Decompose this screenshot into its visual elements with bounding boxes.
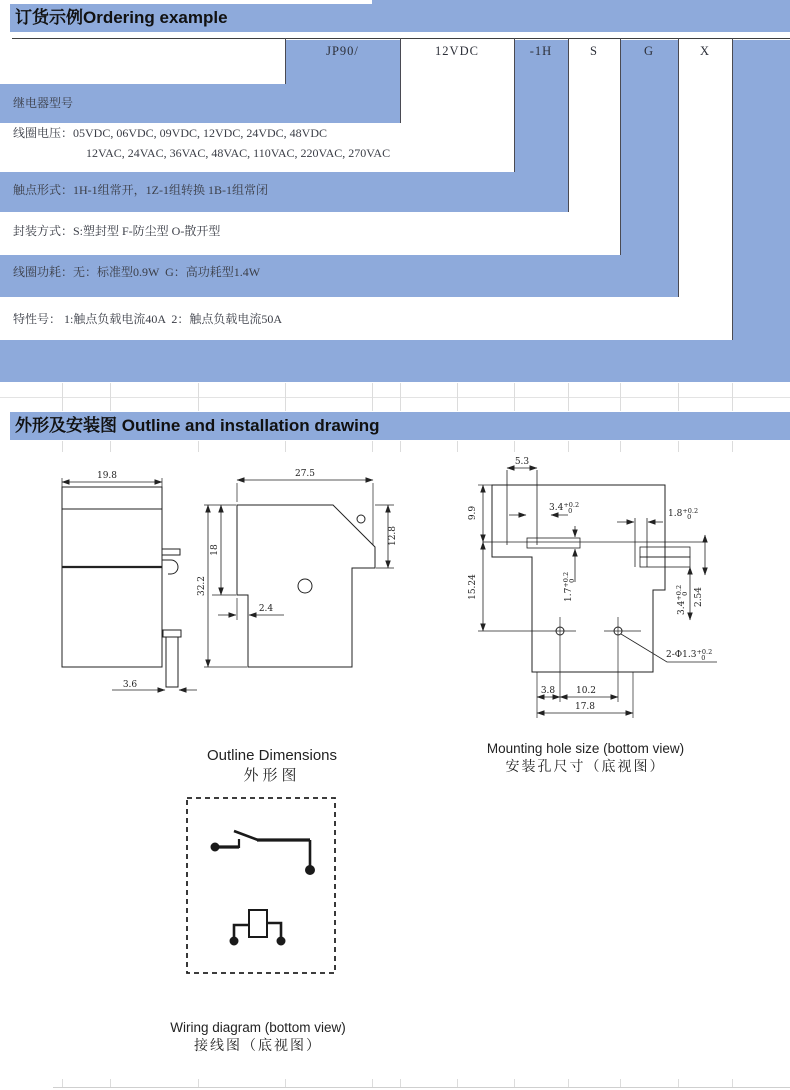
outline-caption-en: Outline Dimensions xyxy=(206,747,338,764)
gridline xyxy=(620,383,621,411)
gridline xyxy=(732,383,733,411)
gridline xyxy=(514,383,515,411)
row-label-relay-model: 继电器型号 xyxy=(13,96,74,110)
dim-mount-slot-right-w: $1.8^{+0.2}$ 0 xyxy=(668,507,699,521)
col-fill-contact-code xyxy=(514,40,568,172)
dim-side-width: 19.8 xyxy=(96,471,118,481)
dim-mount-bottom-width: 17.8 xyxy=(574,702,596,712)
front-view-drawing xyxy=(204,480,394,667)
gridline xyxy=(568,383,569,411)
dim-side-pin: 3.6 xyxy=(122,680,138,690)
dim-mount-hole-x1: 3.8 xyxy=(540,686,556,696)
dim-mount-lower-height: 15.24 xyxy=(468,574,478,600)
gridline xyxy=(457,383,458,411)
section-header-ordering xyxy=(10,4,790,32)
mounting-caption-cn: 安装孔尺寸（底视图） xyxy=(505,758,666,774)
wiring-caption xyxy=(138,1020,378,1055)
gridline xyxy=(400,383,401,411)
outline-caption-cn: 外形图 xyxy=(243,767,301,784)
col-sep-line xyxy=(732,38,733,340)
row-label-coil-power: 线圈功耗：无：标准型0.9W G：高功耗型1.4W xyxy=(13,265,261,279)
dim-mount-hole-pitch: 10.2 xyxy=(575,686,597,696)
wiring-diagram xyxy=(187,798,335,973)
code-part-feature: X xyxy=(699,44,711,58)
gridline xyxy=(110,383,111,411)
wiring-caption-cn: 接线图（底视图） xyxy=(194,1037,322,1053)
col-sep-line xyxy=(568,38,569,212)
dim-front-step: 2.4 xyxy=(258,604,274,614)
dim-front-height-right: 12.8 xyxy=(388,525,398,547)
row-fill-bottom xyxy=(0,340,790,382)
col-fill-feature-code xyxy=(732,40,790,340)
gridline xyxy=(285,383,286,411)
dim-mount-pitch: 2.54 xyxy=(694,586,704,608)
mounting-caption-en: Mounting hole size (bottom view) xyxy=(486,741,685,756)
row-label-coil-voltage-line2: 12VAC, 24VAC, 36VAC, 48VAC, 110VAC, 220VAC, 270VAC xyxy=(86,146,391,160)
section-header-outline-label: 外形及安装图 Outline and installation drawing xyxy=(15,416,380,435)
dim-front-height-inner: 18 xyxy=(210,544,220,556)
code-part-voltage: 12VDC xyxy=(435,44,479,58)
section-header-outline xyxy=(10,412,790,440)
gridline xyxy=(678,383,679,411)
row-label-contact-form: 触点形式：1H-1组常开，1Z-1组转换 1B-1组常闭 xyxy=(13,183,268,197)
dim-front-height: 32.2 xyxy=(197,575,207,597)
section-header-ordering-label: 订货示例Ordering example xyxy=(15,8,228,27)
col-fill-coil-power-code xyxy=(620,40,678,255)
coil-symbol xyxy=(230,910,285,945)
dim-mount-top-slot-offset: 5.3 xyxy=(514,457,530,467)
table-top-rule xyxy=(12,38,790,39)
col-sep-line xyxy=(620,38,621,255)
dim-front-width: 27.5 xyxy=(294,469,316,479)
gridline xyxy=(372,383,373,411)
side-view-drawing xyxy=(62,478,197,690)
dim-mount-holes: $2-\Phi 1.3^{+0.2}$ 0 xyxy=(666,648,713,662)
row-label-coil-voltage: 线圈电压：05VDC, 06VDC, 09VDC, 12VDC, 24VDC, 48VDC xyxy=(13,126,328,140)
code-part-enclosure: S xyxy=(590,44,598,58)
dim-mount-slot-right-h: $3.4^{+0.2}0$ xyxy=(675,584,689,615)
code-part-contact: -1H xyxy=(529,44,553,58)
col-sep-line xyxy=(678,38,679,297)
dim-mount-slot-left-w: $3.4^{+0.2}$ 0 xyxy=(549,501,580,515)
gridline xyxy=(198,383,199,411)
row-label-enclosure: 封装方式：S:塑封型 F-防尘型 O-散开型 xyxy=(13,224,221,238)
dim-mount-slot-left-h: $1.7^{+0.2}0$ xyxy=(562,571,576,602)
code-part-coil-power: G xyxy=(643,44,655,58)
gridline xyxy=(0,397,790,398)
wiring-caption-en: Wiring diagram (bottom view) xyxy=(170,1020,346,1035)
outline-caption xyxy=(162,747,382,785)
code-part-model: JP90/ xyxy=(326,44,359,58)
dim-mount-upper-height: 9.9 xyxy=(468,505,478,521)
wiring-diagram-box xyxy=(187,798,335,973)
row-label-feature: 特性号： 1:触点负载电流40A 2：触点负载电流50A xyxy=(13,312,283,326)
gridline xyxy=(62,383,63,411)
switch-symbol xyxy=(211,831,315,875)
mounting-caption xyxy=(458,741,713,776)
